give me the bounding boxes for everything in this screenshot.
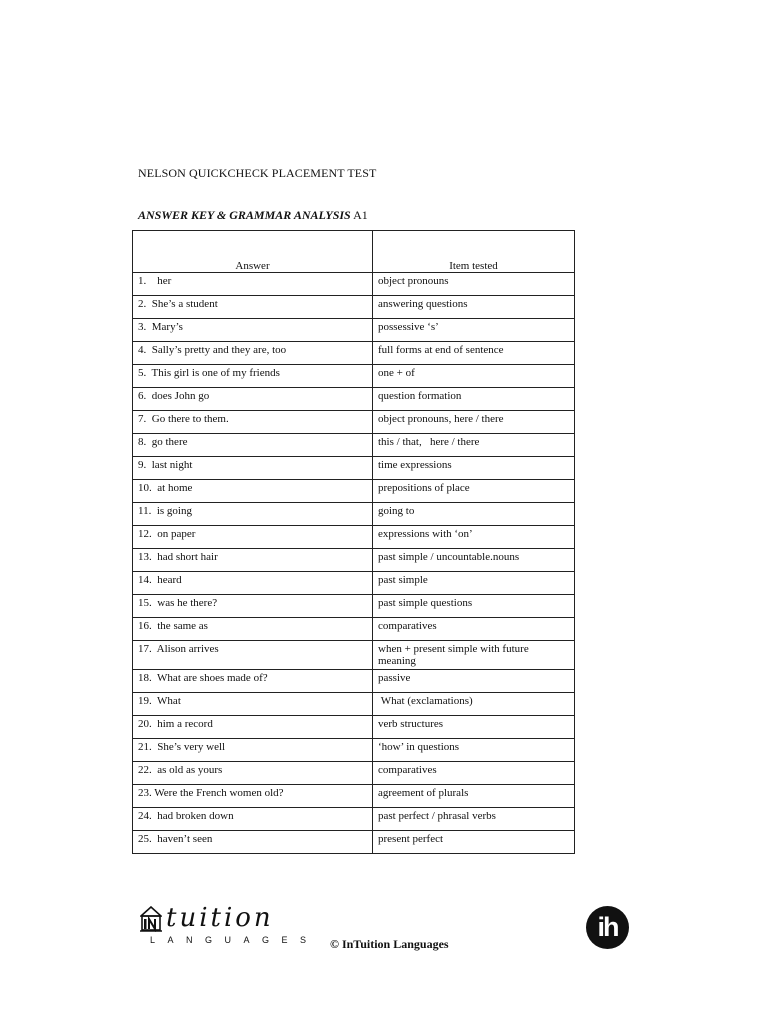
item-tested-cell: verb structures (373, 716, 575, 739)
item-tested-cell: passive (373, 670, 575, 693)
answer-cell: 19. What (133, 693, 373, 716)
table-row (133, 808, 575, 831)
answer-cell: 13. had short hair (133, 549, 373, 572)
logo-wordmark: tuition (166, 903, 274, 933)
table-header-row (133, 231, 575, 273)
answer-cell: 14. heard (133, 572, 373, 595)
answer-cell: 16. the same as (133, 618, 373, 641)
item-tested-cell: object pronouns, here / there (373, 411, 575, 434)
table-body (133, 273, 575, 854)
table-row (133, 641, 575, 670)
subtitle-level: A1 (350, 208, 368, 222)
table-row (133, 716, 575, 739)
subtitle-main: ANSWER KEY & GRAMMAR ANALYSIS (138, 208, 351, 222)
item-tested-cell: comparatives (373, 762, 575, 785)
table-row (133, 762, 575, 785)
answer-cell: 11. is going (133, 503, 373, 526)
table-row (133, 572, 575, 595)
table-row (133, 503, 575, 526)
table-row (133, 595, 575, 618)
item-tested-cell: ‘how’ in questions (373, 739, 575, 762)
page-title: NELSON QUICKCHECK PLACEMENT TEST (138, 166, 377, 180)
answer-cell: 3. Mary’s (133, 319, 373, 342)
answer-cell: 25. haven’t seen (133, 831, 373, 854)
item-tested-cell: comparatives (373, 618, 575, 641)
table-row (133, 480, 575, 503)
table-row (133, 739, 575, 762)
table-row (133, 388, 575, 411)
logo-languages: LANGUAGES (150, 935, 319, 945)
table-row (133, 434, 575, 457)
item-tested-cell: prepositions of place (373, 480, 575, 503)
header-item-tested: Item tested (373, 231, 575, 273)
table-row (133, 457, 575, 480)
answer-key-table (132, 230, 575, 854)
table-row (133, 618, 575, 641)
item-tested-cell: expressions with ‘on’ (373, 526, 575, 549)
table-row (133, 273, 575, 296)
table-row (133, 365, 575, 388)
item-tested-cell: going to (373, 503, 575, 526)
answer-cell: 18. What are shoes made of? (133, 670, 373, 693)
table-row (133, 526, 575, 549)
item-tested-cell: agreement of plurals (373, 785, 575, 808)
item-tested-cell: What (exclamations) (373, 693, 575, 716)
answer-cell: 22. as old as yours (133, 762, 373, 785)
table-row (133, 693, 575, 716)
item-tested-cell: past simple (373, 572, 575, 595)
answer-cell: 24. had broken down (133, 808, 373, 831)
answer-cell: 12. on paper (133, 526, 373, 549)
table-row (133, 319, 575, 342)
house-logo-icon (140, 906, 162, 932)
answer-cell: 5. This girl is one of my friends (133, 365, 373, 388)
intuition-logo (140, 903, 319, 948)
item-tested-cell: question formation (373, 388, 575, 411)
item-tested-cell: past perfect / phrasal verbs (373, 808, 575, 831)
item-tested-cell: when + present simple with future meaning (373, 641, 575, 670)
item-tested-cell: time expressions (373, 457, 575, 480)
answer-cell: 20. him a record (133, 716, 373, 739)
copyright-notice: © InTuition Languages (330, 937, 449, 951)
table-row (133, 831, 575, 854)
answer-cell: 9. last night (133, 457, 373, 480)
header-answer: Answer (133, 231, 373, 273)
table-row (133, 670, 575, 693)
item-tested-cell: object pronouns (373, 273, 575, 296)
item-tested-cell: past simple questions (373, 595, 575, 618)
table-row (133, 296, 575, 319)
table-row (133, 342, 575, 365)
answer-cell: 23. Were the French women old? (133, 785, 373, 808)
answer-cell: 21. She’s very well (133, 739, 373, 762)
ih-logo-badge: ih (586, 906, 629, 949)
item-tested-cell: answering questions (373, 296, 575, 319)
item-tested-cell: one + of (373, 365, 575, 388)
item-tested-cell: present perfect (373, 831, 575, 854)
item-tested-cell: full forms at end of sentence (373, 342, 575, 365)
table-row (133, 549, 575, 572)
page-subtitle (138, 208, 368, 223)
answer-cell: 2. She’s a student (133, 296, 373, 319)
item-tested-cell: possessive ‘s’ (373, 319, 575, 342)
answer-cell: 10. at home (133, 480, 373, 503)
answer-cell: 17. Alison arrives (133, 641, 373, 670)
table-row (133, 785, 575, 808)
answer-cell: 8. go there (133, 434, 373, 457)
item-tested-cell: past simple / uncountable.nouns (373, 549, 575, 572)
answer-cell: 7. Go there to them. (133, 411, 373, 434)
answer-cell: 4. Sally’s pretty and they are, too (133, 342, 373, 365)
item-tested-cell: this / that, here / there (373, 434, 575, 457)
answer-cell: 6. does John go (133, 388, 373, 411)
table-row (133, 411, 575, 434)
answer-cell: 1. her (133, 273, 373, 296)
answer-cell: 15. was he there? (133, 595, 373, 618)
